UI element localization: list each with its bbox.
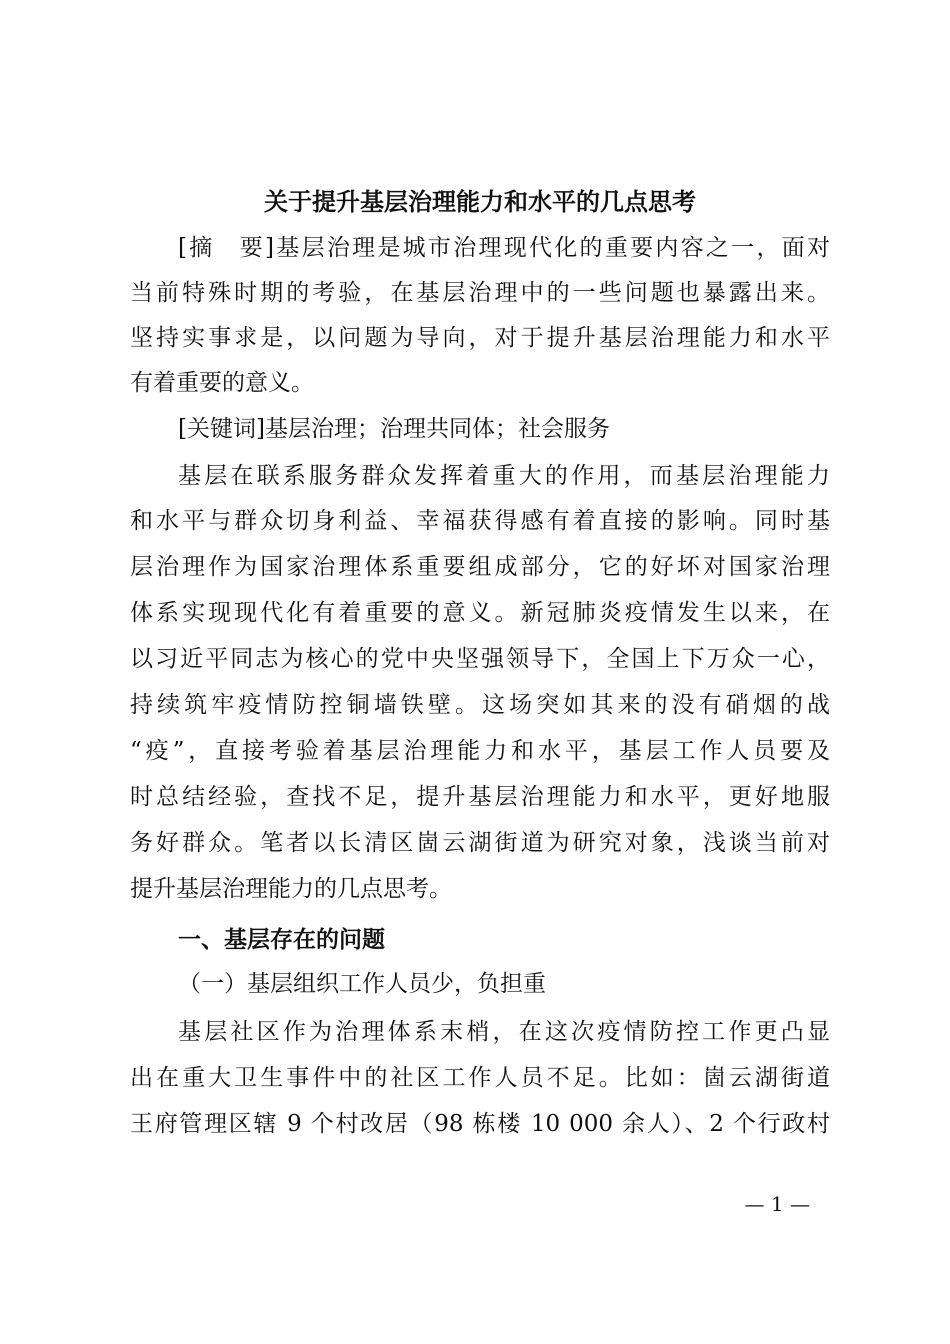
body-line: “疫”，直接考验着基层治理能力和水平，基层工作人员要及	[130, 738, 830, 764]
abstract-line: 当前特殊时期的考验，在基层治理中的一些问题也暴露出来。	[130, 280, 830, 306]
body-line: 层治理作为国家治理体系重要组成部分，它的好坏对国家治理	[130, 554, 830, 580]
body-line: 和水平与群众切身利益、幸福获得感有着直接的影响。同时基	[130, 508, 830, 534]
body-line: 以习近平同志为核心的党中央坚强领导下，全国上下万众一心，	[130, 646, 830, 672]
body-line: 体系实现现代化有着重要的意义。新冠肺炎疫情发生以来，在	[130, 600, 830, 626]
body-line: 提升基层治理能力的几点思考。	[130, 876, 452, 902]
document-title: 关于提升基层治理能力和水平的几点思考	[264, 188, 696, 216]
abstract-line: [摘 要]基层治理是城市治理现代化的重要内容之一，面对	[178, 235, 830, 261]
body-line: 时总结经验，查找不足，提升基层治理能力和水平，更好地服	[130, 784, 830, 810]
body-line: 持续筑牢疫情防控铜墙铁壁。这场突如其来的没有硝烟的战	[130, 692, 830, 718]
section-heading: 一、基层存在的问题	[178, 927, 385, 953]
abstract-line: 有着重要的意义。	[130, 370, 314, 396]
abstract-line: 坚持实事求是，以问题为导向，对于提升基层治理能力和水平	[130, 325, 830, 351]
body-line: 基层在联系服务群众发挥着重大的作用，而基层治理能力	[178, 463, 830, 489]
body-line: 出在重大卫生事件中的社区工作人员不足。比如：崮云湖街道	[130, 1065, 830, 1091]
body-line: 务好群众。笔者以长清区崮云湖街道为研究对象，浅谈当前对	[130, 830, 830, 856]
body-line: 王府管理区辖 9 个村改居（98 栋楼 10 000 余人）、2 个行政村	[130, 1111, 830, 1137]
body-line: 基层社区作为治理体系末梢，在这次疫情防控工作更凸显	[178, 1019, 830, 1045]
page-number: — 1 —	[744, 1192, 810, 1216]
keywords-line: [关键词]基层治理；治理共同体；社会服务	[178, 416, 610, 442]
subsection-heading: （一）基层组织工作人员少，负担重	[178, 971, 546, 997]
